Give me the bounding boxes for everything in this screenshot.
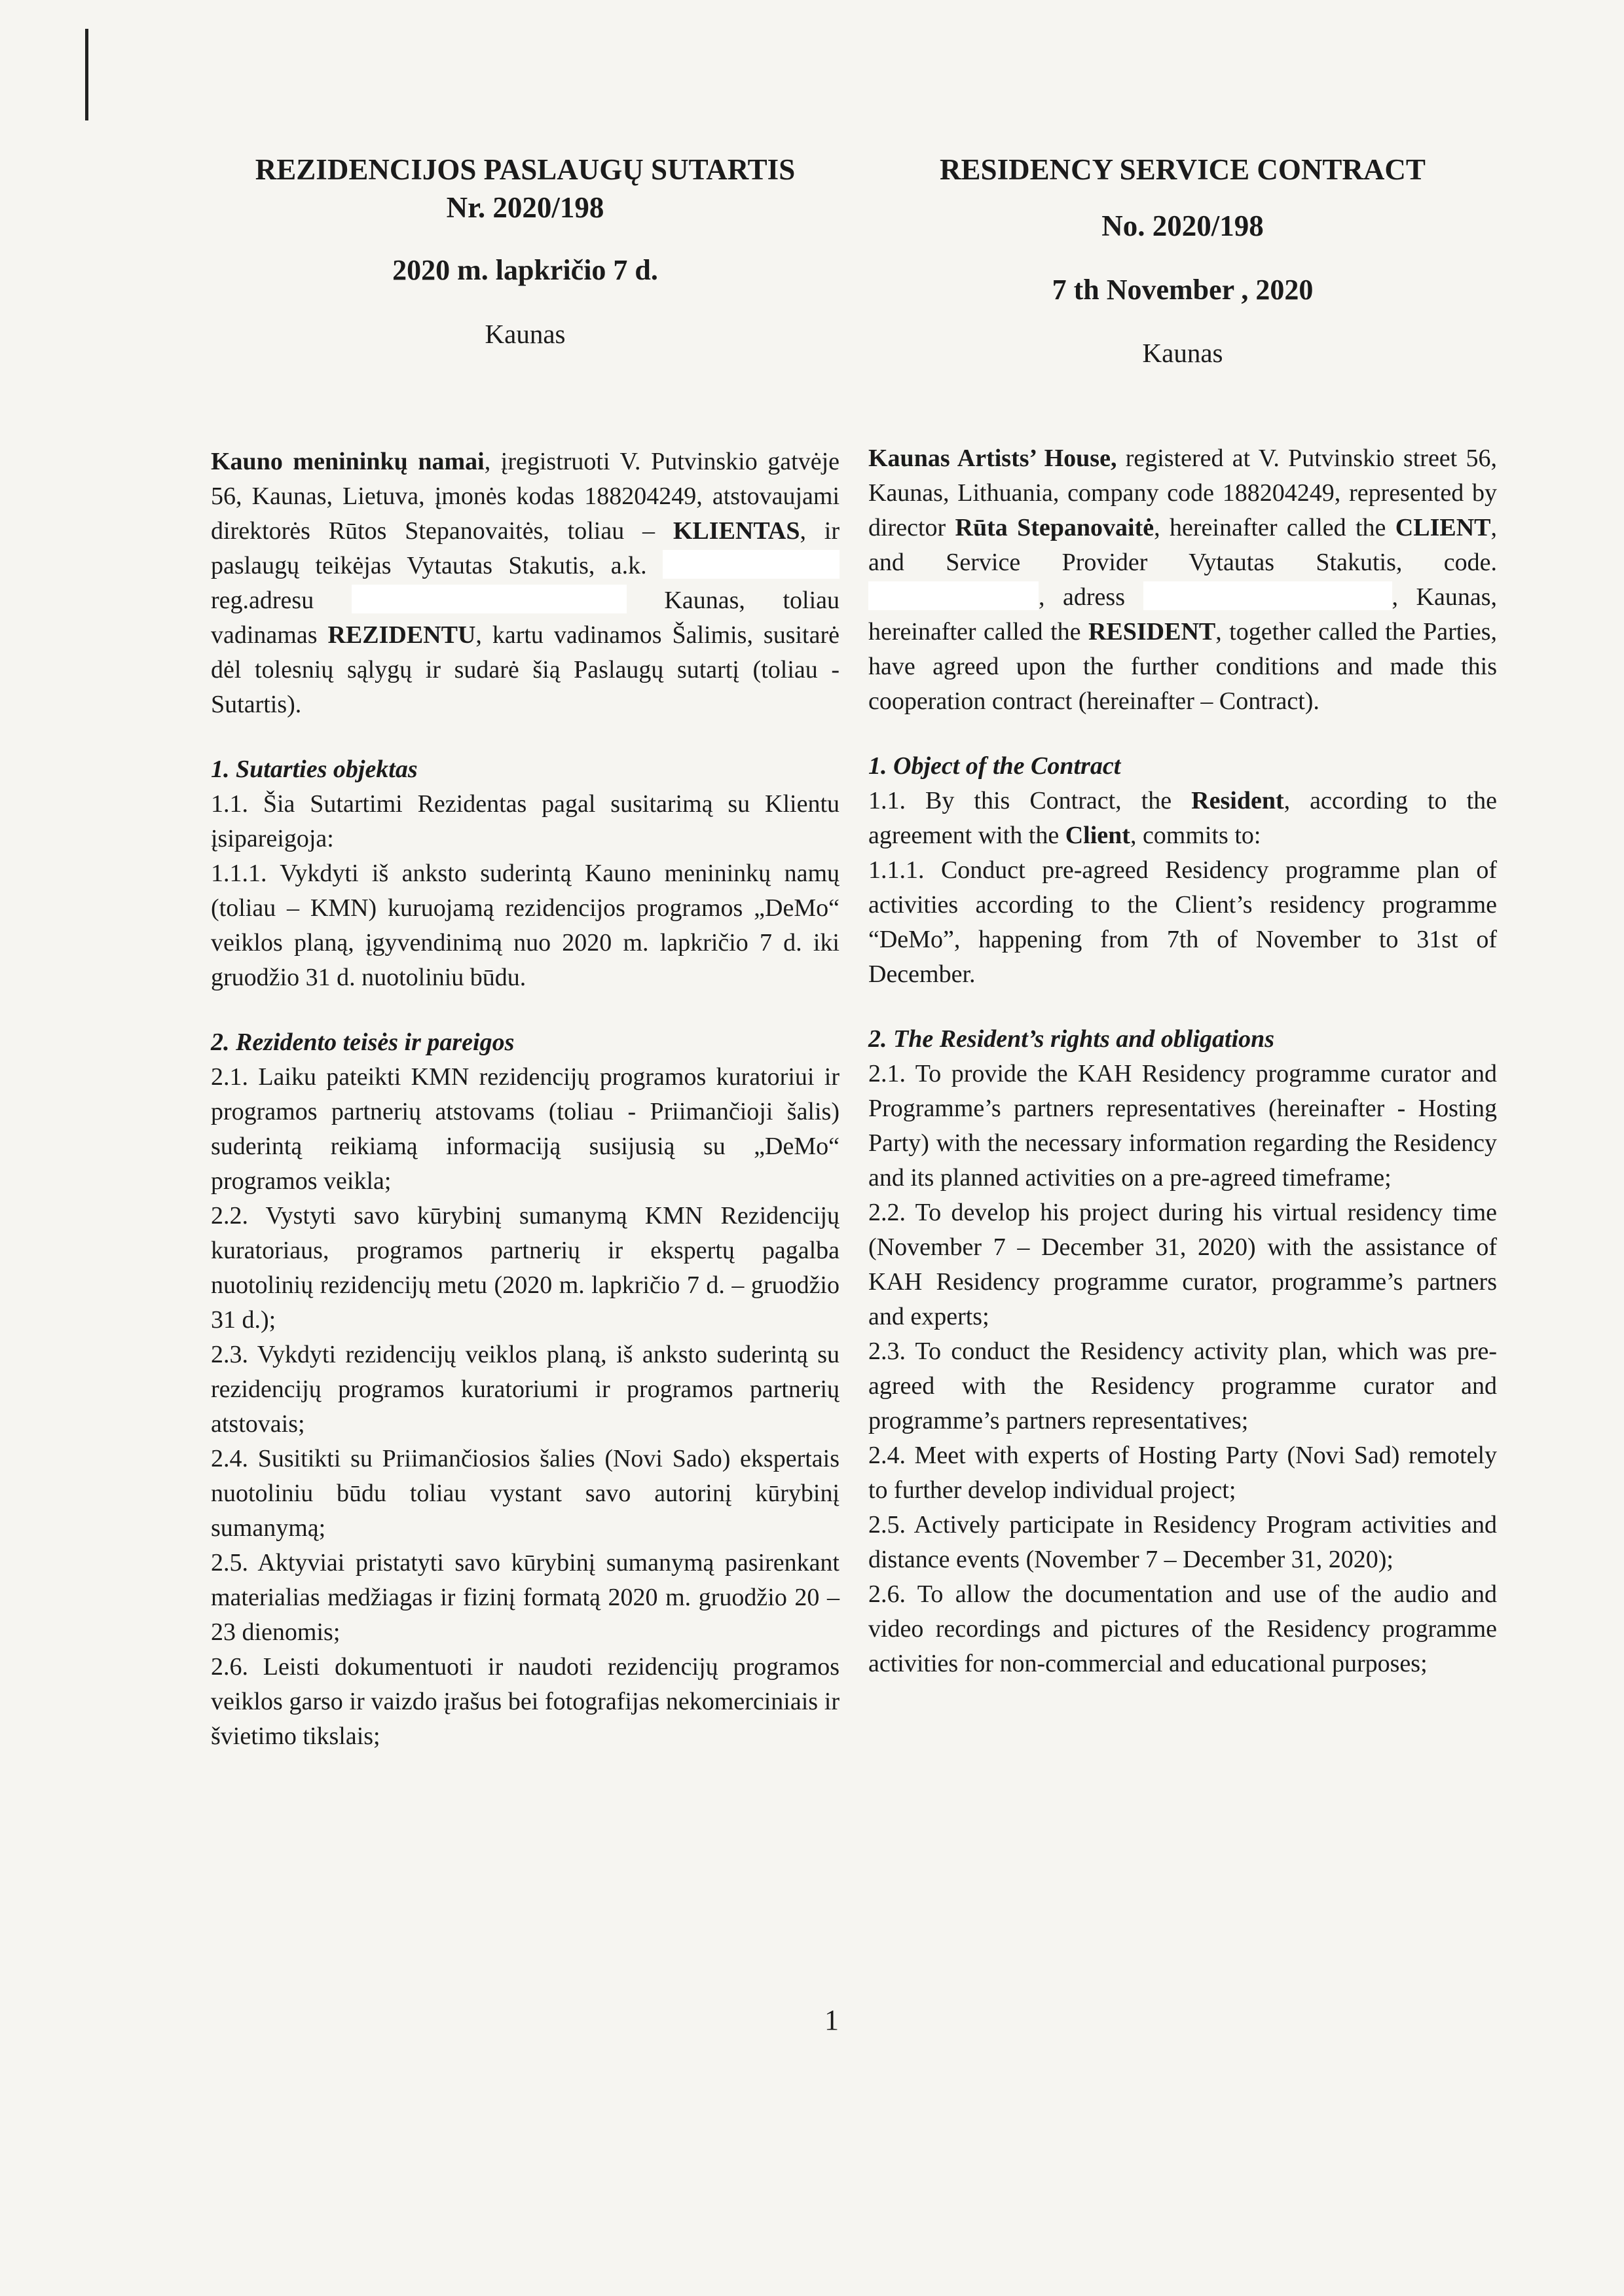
page-number: 1 bbox=[824, 2004, 839, 2036]
en-clause-1-1-text-b: , according to the agreement with the bbox=[868, 787, 1497, 849]
lt-contract-number: Nr. 2020/198 bbox=[446, 191, 604, 224]
lt-party-text-5: , kartu vadinamos Šalimis, susitarė dėl tolesnių sąlygų ir sudarė šią Paslaugų sutartį (toliau - Sutartis). bbox=[211, 621, 840, 718]
en-clause-1-1 bbox=[868, 784, 1497, 853]
lt-clause-2-1: 2.1. Laiku pateikti KMN rezidencijų programos kuratoriui ir programos partnerių atstovams (toliau - Priimančioji šalis) suderintą reikiamą informaciją susijusią su „DeMo“ programos veikla; bbox=[211, 1063, 840, 1195]
en-parties-paragraph bbox=[868, 441, 1497, 719]
en-city: Kaunas bbox=[1142, 338, 1223, 368]
lt-section2-heading: 2. Rezidento teisės ir pareigos bbox=[211, 1029, 515, 1056]
lt-title-line1: REZIDENCIJOS PASLAUGŲ SUTARTIS bbox=[255, 153, 796, 186]
en-clause-1-1-text-a: 1.1. By this Contract, the bbox=[868, 787, 1192, 814]
lt-clause-2-3: 2.3. Vykdyti rezidencijų veiklos planą, iš anksto suderintą su rezidencijų programos kuratoriumi ir programos partnerių atstovais; bbox=[211, 1341, 840, 1438]
en-resident-label: RESIDENT bbox=[1088, 618, 1216, 646]
en-clause-1-1-client: Client bbox=[1065, 822, 1130, 849]
lt-clause-1-1: 1.1. Šia Sutartimi Rezidentas pagal susitarimą su Klientu įsipareigoja: bbox=[211, 790, 840, 852]
lt-clause-1-1-1: 1.1.1. Vykdyti iš anksto suderintą Kauno menininkų namų (toliau – KMN) kuruojamą rezidencijos programos „DeMo“ veiklos planą, įgyvendinimą nuo 2020 m. lapkričio 7 d. iki gruodžio 31 d. nuotoliniu būdu. bbox=[211, 860, 840, 991]
en-party-text-2: , hereinafter called the bbox=[1154, 514, 1395, 541]
lt-city: Kaunas bbox=[485, 319, 566, 349]
en-section1-heading: 1. Object of the Contract bbox=[868, 752, 1121, 780]
lt-clause-2-5: 2.5. Aktyviai pristatyti savo kūrybinį sumanymą pasirenkant materialias medžiagas ir fizinį formatą 2020 m. gruodžio 20 – 23 dienomis; bbox=[211, 1549, 840, 1646]
en-party-text-1: registered at V. Putvinskio street 56, Kaunas, Lithuania, company code 188204249, represented by director bbox=[868, 445, 1497, 541]
redacted-address bbox=[352, 585, 627, 613]
en-clause-2-1: 2.1. To provide the KAH Residency programme curator and Programme’s partners representatives (hereinafter - Hosting Party) with the necessary information regarding the Residency and its planned activities on a pre-agreed timeframe; bbox=[868, 1060, 1497, 1192]
en-title bbox=[868, 151, 1497, 245]
en-clause-2-4: 2.4. Meet with experts of Hosting Party (Novi Sad) remotely to further develop individual project; bbox=[868, 1442, 1497, 1504]
redacted-personal-code bbox=[663, 550, 840, 579]
redacted-address bbox=[1143, 581, 1392, 610]
en-clause-1-1-text-c: , commits to: bbox=[1130, 822, 1261, 849]
lt-party-text-2: , ir paslaugų teikėjas Vytautas Stakutis, a.k. bbox=[211, 517, 840, 579]
lt-date: 2020 m. lapkričio 7 d. bbox=[392, 254, 658, 286]
english-column bbox=[868, 151, 1497, 1681]
en-clause-2-2: 2.2. To develop his project during his virtual residency time (November 7 – December 31, 2020) with the assistance of KAH Residency programme curator, programme’s partners and experts; bbox=[868, 1199, 1497, 1330]
lt-party-text-1: , įregistruoti V. Putvinskio gatvėje 56, Kaunas, Lietuva, įmonės kodas 188204249, atstovaujami direktorės Rūtos Stepanovaitės, toliau – bbox=[211, 448, 840, 545]
en-party-org: Kaunas Artists’ House, bbox=[868, 445, 1117, 472]
en-clause-2-5: 2.5. Actively participate in Residency Program activities and distance events (November 7 – December 31, 2020); bbox=[868, 1511, 1497, 1573]
en-clause-2-6: 2.6. To allow the documentation and use of the audio and video recordings and pictures of the Residency programme activities for non-commercial and educational purposes; bbox=[868, 1580, 1497, 1677]
lt-party-text-4: Kaunas, toliau vadinamas bbox=[211, 587, 840, 649]
lt-title bbox=[211, 151, 840, 227]
en-section2-heading: 2. The Resident’s rights and obligations bbox=[868, 1025, 1275, 1053]
scan-edge-mark bbox=[85, 29, 88, 120]
lt-client-label: KLIENTAS bbox=[673, 517, 800, 545]
lt-clause-2-4: 2.4. Susitikti su Priimančiosios šalies (Novi Sado) ekspertais nuotoliniu būdu toliau vystant savo autorinį kūrybinį sumanymą; bbox=[211, 1445, 840, 1542]
en-contract-number: No. 2020/198 bbox=[1101, 210, 1264, 242]
en-director-name: Rūta Stepanovaitė bbox=[955, 514, 1154, 541]
en-party-text-5: , Kaunas, hereinafter called the bbox=[868, 583, 1497, 646]
en-party-text-4: , adress bbox=[1039, 583, 1125, 611]
en-clause-1-1-1: 1.1.1. Conduct pre-agreed Residency programme plan of activities according to the Client’s residency programme “DeMo”, happening from 7th of November to 31st of December. bbox=[868, 856, 1497, 988]
en-clause-1-1-resident: Resident bbox=[1191, 787, 1284, 814]
lt-party-org: Kauno menininkų namai bbox=[211, 448, 485, 475]
en-clause-2-3: 2.3. To conduct the Residency activity plan, which was pre-agreed with the Residency programme curator and programme’s partners representatives; bbox=[868, 1338, 1497, 1434]
lt-clause-2-6: 2.6. Leisti dokumentuoti ir naudoti rezidencijų programos veiklos garso ir vaizdo įrašus bei fotografijas nekomerciniais ir švietimo tikslais; bbox=[211, 1653, 840, 1750]
lt-section1-heading: 1. Sutarties objektas bbox=[211, 756, 418, 783]
en-party-text-6: , together called the Parties, have agreed upon the further conditions and made this cooperation contract (hereinafter – Contract). bbox=[868, 618, 1497, 715]
lt-party-text-3: reg.adresu bbox=[211, 587, 314, 614]
redacted-personal-code bbox=[868, 581, 1039, 610]
lt-parties-paragraph bbox=[211, 445, 840, 722]
en-client-label: CLIENT bbox=[1395, 514, 1491, 541]
lt-resident-label: REZIDENTU bbox=[327, 621, 476, 649]
lithuanian-column bbox=[211, 151, 840, 1754]
en-party-text-3: , and Service Provider Vytautas Stakutis, code. bbox=[868, 514, 1498, 576]
en-title-line1: RESIDENCY SERVICE CONTRACT bbox=[940, 153, 1426, 186]
lt-clause-2-2: 2.2. Vystyti savo kūrybinį sumanymą KMN Rezidencijų kuratoriaus, programos partnerių ir ekspertų pagalba nuotolinių rezidencijų metu (2020 m. lapkričio 7 d. – gruodžio 31 d.); bbox=[211, 1202, 840, 1334]
en-date: 7 th November , 2020 bbox=[1052, 274, 1314, 306]
